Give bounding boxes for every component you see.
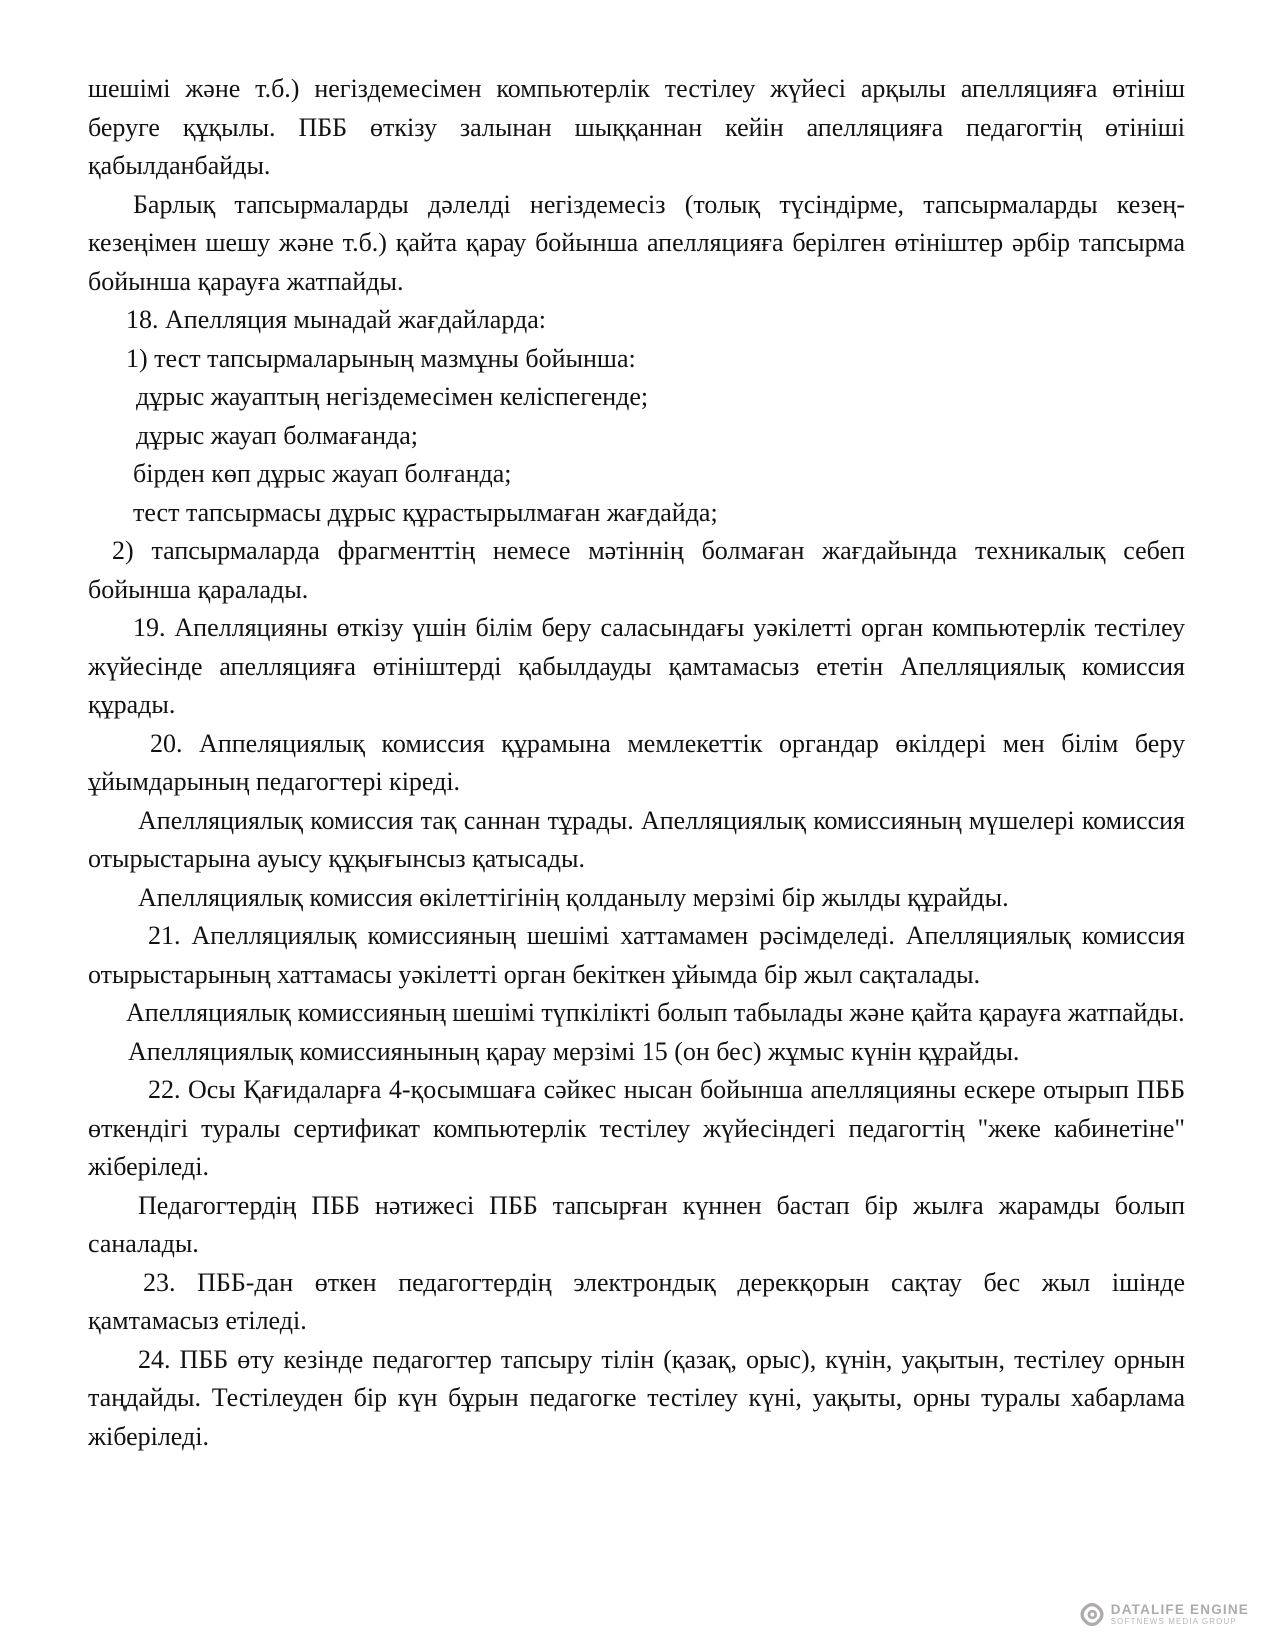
paragraph-20-item-24: 24. ПББ өту кезінде педагогтер тапсыру тілін (қазақ, орыс), күнін, уақытын, тестілеу орнын таңдайды. Тестілеуден бір күн бұрын педагогке тестілеу күні, уақыты, орны туралы хабарлама жіберіледі.: [88, 1344, 1185, 1451]
paragraph-10-item-19: 19. Апелляцияны өткізу үшін білім беру саласындағы уәкілетті орган компьютерлік тестілеу жүйесінде апелляцияға өтініштерді қабылдауды қамтамасыз ететін Апелляциялық комиссия құрады.: [88, 613, 1185, 719]
paragraph-18: Педагогтердің ПББ нәтижесі ПББ тапсырған күннен бастап бір жылға жарамды болып саналады.: [88, 1190, 1185, 1258]
paragraph-14-item-21: 21. Апелляциялық комиссияның шешімі хаттамамен рәсімделеді. Апелляциялық комиссия отырыстарының хаттамасы уәкілетті орган бекіткен ұйымда бір жыл сақталады.: [88, 921, 1185, 989]
datalife-engine-logo: [1079, 1601, 1249, 1628]
datalife-eye-icon: [1079, 1601, 1105, 1628]
paragraph-09-subitem-2: 2) тапсырмаларда фрагменттің немесе мәтіннің болмаған жағдайында техникалық себеп бойынша қаралады.: [88, 536, 1185, 604]
document-text-block: [88, 70, 1185, 1456]
paragraph-02: Барлық тапсырмаларды дәлелді негіздемесіз (толық түсіндірме, тапсырмаларды кезең-кезеңімен шешу және т.б.) қайта қарау бойынша апелляцияға берілген өтініштер әрбір тапсырма бойынша қарауға жатпайды.: [88, 189, 1185, 296]
paragraph-19-item-23: 23. ПББ-дан өткен педагогтердің электрондық дерекқорын сақтау бес жыл ішінде қамтамасыз етіледі.: [88, 1267, 1185, 1335]
paragraph-04-subitem-1: 1) тест тапсырмаларының мазмұны бойынша:: [126, 343, 636, 373]
paragraph-17-item-22: 22. Осы Қағидаларға 4-қосымшаға сәйкес нысан бойынша апелляцияны ескере отырып ПББ өткендігі туралы сертификат компьютерлік тестілеу жүйесіндегі педагогтің "жеке кабинетіне" жіберіледі.: [88, 1075, 1185, 1181]
datalife-logo-text: [1111, 1602, 1249, 1627]
datalife-logo-subtitle: SOFTNEWS MEDIA GROUP: [1110, 1617, 1237, 1626]
paragraph-12: Апелляциялық комиссия тақ саннан тұрады. Апелляциялық комиссияның мүшелері комиссия отырыстарына ауысу құқығынсыз қатысады.: [88, 805, 1185, 873]
paragraph-07: бірден көп дұрыс жауап болғанда;: [133, 459, 512, 488]
paragraph-05: дұрыс жауаптың негіздемесімен келіспегенде;: [136, 382, 649, 411]
paragraph-06: дұрыс жауап болмағанда;: [136, 420, 418, 450]
paragraph-16: Апелляциялық комиссиянының қарау мерзімі 15 (он бес) жұмыс күнін құрайды.: [128, 1036, 1020, 1066]
paragraph-15: Апелляциялық комиссияның шешімі түпкілікті болып табылады және қайта қарауға жатпайды.: [126, 998, 1185, 1027]
paragraph-01: шешімі және т.б.) негіздемесімен компьютерлік тестілеу жүйесі арқылы апелляцияға өтініш беруге құқылы. ПББ өткізу залынан шыққаннан кейін апелляцияға педагогтің өтініші қабылданбайды.: [88, 74, 1185, 180]
datalife-logo-title: DATALIFE ENGINE: [1110, 1602, 1249, 1617]
paragraph-13: Апелляциялық комиссия өкілеттігінің қолданылу мерзімі бір жылды құрайды.: [138, 882, 1009, 912]
paragraph-03-item-18: 18. Апелляция мынадай жағдайларда:: [126, 305, 546, 334]
paragraph-08: тест тапсырмасы дұрыс құрастырылмаған жағдайда;: [133, 497, 718, 527]
paragraph-11-item-20: 20. Аппеляциялық комиссия құрамына мемлекеттік органдар өкілдері мен білім беру ұйымдарының педагогтері кіреді.: [88, 728, 1185, 796]
